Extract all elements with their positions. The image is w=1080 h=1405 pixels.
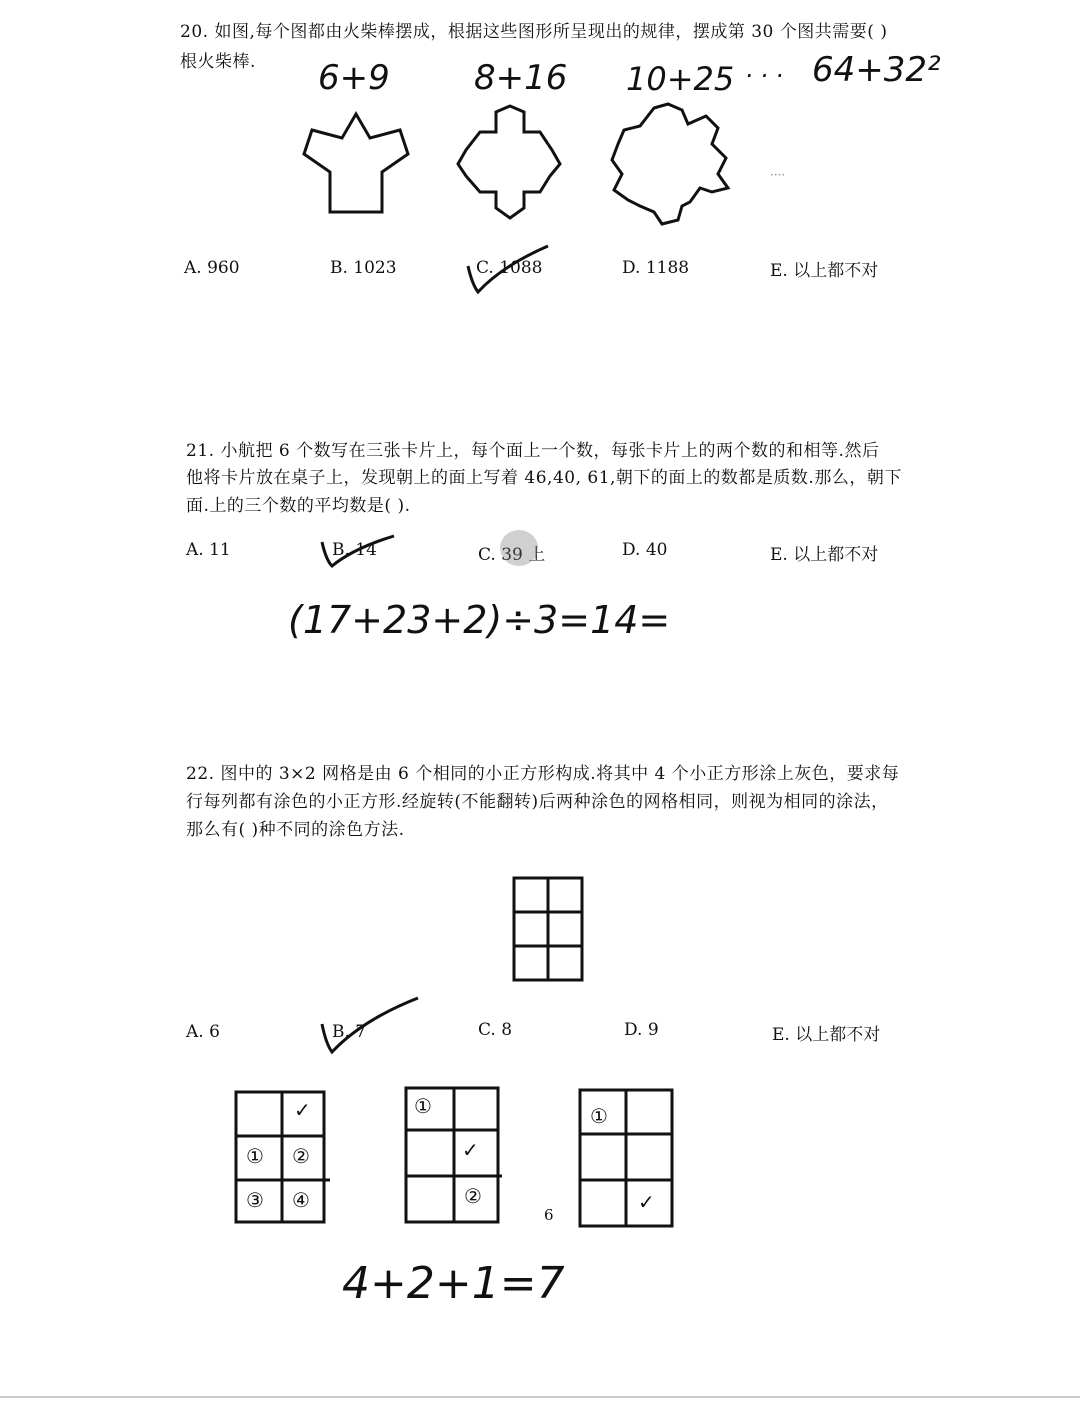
q20-checkmark-icon — [462, 240, 552, 300]
q22-g2-mark-2: ② — [464, 1184, 482, 1208]
q20-line2: 根火柴棒. — [180, 52, 256, 72]
q22-g3-check-icon: ✓ — [638, 1190, 655, 1214]
q20-annotation-4: 64+32² — [812, 50, 941, 90]
q22-g2-check-icon: ✓ — [462, 1138, 479, 1162]
q20-option-e[interactable]: E. 以上都不对 — [770, 261, 879, 281]
q21-option-d[interactable]: D. 40 — [622, 540, 668, 560]
q22-option-b[interactable]: B. 7 — [332, 1022, 367, 1042]
q22-g1-mark-1: ① — [246, 1144, 264, 1168]
q20-option-b[interactable]: B. 1023 — [330, 258, 397, 278]
q21-line3: 面.上的三个数的平均数是( ). — [186, 496, 411, 516]
q20-figure-1 — [296, 110, 416, 220]
q20-option-d[interactable]: D. 1188 — [622, 258, 690, 278]
q22-g1-mark-3: ③ — [246, 1188, 264, 1212]
q22-option-c[interactable]: C. 8 — [478, 1020, 513, 1040]
q22-g1-check-icon: ✓ — [294, 1098, 311, 1122]
q20-figure-2 — [452, 104, 567, 224]
q20-line1: 20. 如图,每个图都由火柴棒摆成，根据这些图形所呈现出的规律，摆成第 30 个图共需要( ) — [180, 22, 888, 42]
q22-option-e[interactable]: E. 以上都不对 — [772, 1025, 881, 1045]
q22-line2: 行每列都有涂色的小正方形.经旋转(不能翻转)后两种涂色的网格相同，则视为相同的涂法， — [186, 792, 889, 812]
q22-option-d[interactable]: D. 9 — [624, 1020, 659, 1040]
q21-line2: 他将卡片放在桌子上，发现朝上的面上写着 46,40, 61,朝下的面上的数都是质数.那么，朝下 — [186, 468, 902, 488]
page-number: 6 — [544, 1206, 554, 1224]
q22-work: 4+2+1=7 — [342, 1258, 565, 1309]
q22-grid-figure — [512, 876, 584, 982]
q21-option-a[interactable]: A. 11 — [186, 540, 231, 560]
q21-line1: 21. 小航把 6 个数写在三张卡片上，每个面上一个数，每张卡片上的两个数的和相等.然后 — [186, 441, 880, 461]
q20-annotation-3: 10+25 — [626, 60, 735, 98]
q21-option-b[interactable]: B. 14 — [332, 540, 377, 560]
q21-work: (17+23+2)÷3=14= — [288, 598, 671, 642]
q22-option-a[interactable]: A. 6 — [186, 1022, 220, 1042]
q21-checkmark-icon — [318, 528, 398, 572]
q20-annotation-2: 8+16 — [474, 58, 568, 98]
page-bottom-edge — [0, 1396, 1080, 1398]
q21-option-e[interactable]: E. 以上都不对 — [770, 545, 879, 565]
q22-g3-mark-1: ① — [590, 1104, 608, 1128]
q21-option-c[interactable]: C. 39 上 — [478, 545, 546, 565]
q22-line3: 那么有( )种不同的涂色方法. — [186, 820, 405, 840]
q20-option-a[interactable]: A. 960 — [184, 258, 240, 278]
q22-checkmark-icon — [318, 994, 422, 1056]
q22-g1-mark-4: ④ — [292, 1188, 310, 1212]
q20-option-c[interactable]: C. 1088 — [476, 258, 543, 278]
q22-g1-mark-2: ② — [292, 1144, 310, 1168]
q21-smudge — [500, 530, 538, 566]
q22-g2-mark-1: ① — [414, 1094, 432, 1118]
q22-line1: 22. 图中的 3×2 网格是由 6 个相同的小正方形构成.将其中 4 个小正方形涂上灰色，要求每 — [186, 764, 900, 784]
q20-annotation-1: 6+9 — [318, 58, 390, 98]
q20-figure-faded: ···· — [770, 168, 786, 182]
q20-annotation-ellipsis: · · · — [745, 62, 784, 90]
q20-figure-3 — [604, 102, 734, 226]
